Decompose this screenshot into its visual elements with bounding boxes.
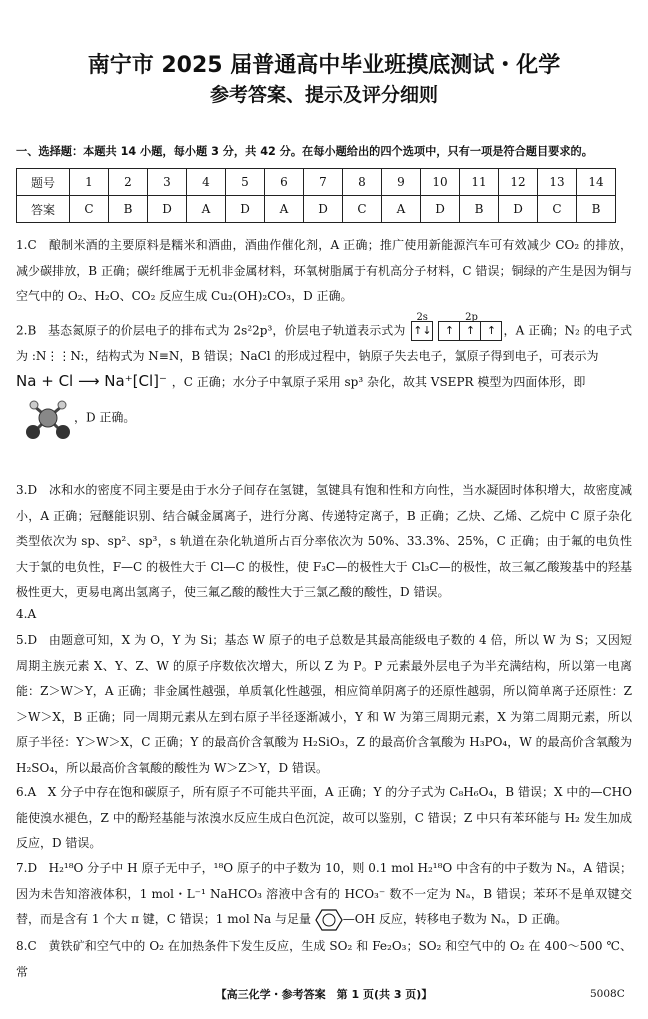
table-cell: A: [265, 196, 304, 223]
explanation-text: ，D 正确。: [74, 410, 136, 425]
lewis-na: Na: [16, 372, 37, 391]
table-cell: 11: [460, 169, 499, 196]
explanation-text: X 分子中存在饱和碳原子，所有原子不可能共平面，A 正确；Y 的分子式为 C₈H₆O₄，B 错误；X 中的—CHO 能使溴水褪色，Z 中的酚羟基能与浓溴水反应生成白色沉淀，故可以鉴别，C 错误；Z 中只有苯环能与 H₂ 发生加成反应，D 错误。: [16, 785, 632, 851]
table-cell: 3: [148, 169, 187, 196]
orbital-box-2p: ↑: [438, 321, 460, 341]
table-cell: D: [499, 196, 538, 223]
table-cell: D: [226, 196, 265, 223]
lewis-plus: +: [41, 372, 54, 391]
explanation-text: H₂¹⁸O 分子中 H 原子无中子，¹⁸O 原子的中子数为 10，则 0.1 mol H₂¹⁸O 中含有的中子数为 Nₐ，A 错误；因为未告知溶液体积，1 mol・L⁻¹ NaHCO₃ 溶液中含有的 HCO₃⁻ 数不一定为 Nₐ，B 错误；苯环不是单双键交替，而是含有 1 个大 π 键，C 错误；1 mol Na 与足量: [16, 861, 632, 927]
table-cell: 10: [421, 169, 460, 196]
page-footer: 【高三化学・参考答案 第 1 页(共 3 页)】: [215, 988, 433, 1001]
answer-explanation-4: [16, 602, 632, 628]
orbital-label-2s: 2s: [416, 312, 428, 323]
orbital-label-2p: 2p: [465, 312, 478, 323]
table-cell: 4: [187, 169, 226, 196]
table-cell: 9: [382, 169, 421, 196]
orbital-box-2p: ↑: [480, 321, 502, 341]
question-number-row: [17, 169, 616, 196]
explanation-text: 由题意可知，X 为 O，Y 为 Si；基态 W 原子的电子总数是其最高能级电子数的 4 倍，所以 W 为 S；又因短周期主族元素 X、Y、Z、W 的原子序数依次增大，所以 Z 为 P。P 元素最外层电子为半充满结构，所以第一电离能：Z＞W＞Y，A 正确；非金属性越强，单质氧化性越强，相应简单阴离子的还原性越弱，所以简单离子还原性：Z＞W＞X，B 正确；同一周期元素从左到右原子半径逐渐减小，Y 和 W 为第三周期元素，X 为第二周期元素，所以原子半径：Y＞W＞X，C 正确；Y 的最高价含氧酸为 H₂SiO₃，Z 的最高价含氧酸为 H₃PO₄，W 的最高价含氧酸为 H₂SO₄，所以最高价含氧酸的酸性为 W＞Z＞Y，D 错误。: [16, 633, 632, 775]
table-cell: 14: [577, 169, 616, 196]
question-number: 4.A: [16, 607, 37, 621]
answer-explanation-1: [16, 233, 632, 310]
explanation-text: 冰和水的密度不同主要是由于水分子间存在氢键，氢键具有饱和性和方向性，当水凝固时体积增大，故密度减小，A 正确；冠醚能识别、结合碱金属离子，进行分离、传递特定离子，B 正确；乙炔、乙烯、乙烷中 C 原子杂化类型依次为 sp、sp²、sp³，s 轨道在杂化轨道所占百分率依次为 50%、33.3%、25%，C 正确；由于氟的电负性大于氯的电负性，F—C 的极性大于 Cl—C 的极性，使 F₃C—的极性大于 Cl₃C—的极性，故三氟乙酸羧基中的羟基极性更大，更易电离出氢离子，使三氟乙酸的酸性大于三氯乙酸的酸性，D 错误。: [16, 483, 632, 600]
table-cell: D: [421, 196, 460, 223]
table-cell: A: [382, 196, 421, 223]
row-label-number: 题号: [17, 169, 70, 196]
answer-explanation-2: [16, 312, 632, 440]
table-cell: 7: [304, 169, 343, 196]
section-heading: 一、选择题：本题共 14 小题，每小题 3 分，共 42 分。在每小题给出的四个选项中，只有一项是符合题目要求的。: [16, 145, 593, 158]
orbital-diagram: [411, 312, 501, 344]
table-cell: 13: [538, 169, 577, 196]
answer-explanation-3: [16, 478, 632, 606]
table-cell: 12: [499, 169, 538, 196]
table-cell: B: [577, 196, 616, 223]
table-cell: C: [538, 196, 577, 223]
table-cell: D: [148, 196, 187, 223]
answer-explanation-8: [16, 934, 632, 985]
lewis-bracket-end: ]⁻: [153, 372, 167, 391]
table-cell: 6: [265, 169, 304, 196]
table-cell: C: [343, 196, 382, 223]
page-title: 南宁市 2025 届普通高中毕业班摸底测试・化学: [87, 53, 561, 78]
table-cell: 1: [70, 169, 109, 196]
reaction-arrow-icon: ⟶: [78, 372, 100, 391]
table-cell: 8: [343, 169, 382, 196]
row-label-answer: 答案: [17, 196, 70, 223]
question-number: 8.C: [16, 939, 37, 953]
orbital-box-2p: ↑: [459, 321, 481, 341]
explanation-text: 酿制米酒的主要原料是糯米和酒曲，酒曲作催化剂，A 正确；推广使用新能源汽车可有效减少 CO₂ 的排放，减少碳排放，B 正确；碳纤维属于无机非金属材料，环氧树脂属于有机高分子材料，C 错误；铜绿的产生是因为铜与空气中的 O₂、H₂O、CO₂ 反应生成 Cu₂(OH)₂CO₃，D 正确。: [16, 238, 632, 304]
explanation-text: 黄铁矿和空气中的 O₂ 在加热条件下发生反应，生成 SO₂ 和 Fe₂O₃；SO₂ 和空气中的 O₂ 在 400～500 ℃、常: [16, 939, 632, 979]
lewis-na-ion: Na⁺[: [104, 372, 139, 391]
lewis-cl: Cl: [58, 372, 74, 391]
table-cell: 5: [226, 169, 265, 196]
question-number: 7.D: [16, 861, 38, 875]
answer-row: [17, 196, 616, 223]
orbital-box-2s: ↑↓: [411, 321, 433, 341]
nacl-formation-diagram: [16, 372, 172, 390]
table-cell: B: [460, 196, 499, 223]
question-number: 2.B: [16, 323, 37, 338]
answer-explanation-7: [16, 856, 632, 933]
water-vsepr-model-icon: [22, 396, 74, 440]
answer-explanation-6: [16, 780, 632, 857]
table-cell: C: [70, 196, 109, 223]
explanation-text: ，A 正确；N₂ 的电子式为 :N⋮⋮N:，结构式为 N≡N，B 错误；NaCl 的形成过程中，钠原子失去电子，氯原子得到电子，可表示为: [16, 323, 632, 363]
question-number: 3.D: [16, 483, 38, 497]
lewis-cl-ion: Cl: [138, 372, 154, 391]
benzene-ring-icon: [315, 908, 343, 932]
table-cell: B: [109, 196, 148, 223]
table-cell: A: [187, 196, 226, 223]
table-cell: 2: [109, 169, 148, 196]
explanation-text: 基态氮原子的价层电子的排布式为 2s²2p³，价层电子轨道表示式为: [48, 323, 406, 338]
orbital-labels: [411, 305, 477, 331]
explanation-text: —OH 反应，转移电子数为 Nₐ，D 正确。: [342, 912, 568, 927]
table-cell: D: [304, 196, 343, 223]
answer-table: [16, 168, 616, 223]
question-number: 5.D: [16, 633, 38, 647]
answer-explanation-5: [16, 628, 632, 782]
document-code: 5008C: [590, 988, 625, 1000]
question-number: 1.C: [16, 238, 37, 252]
explanation-text: ，C 正确；水分子中氧原子采用 sp³ 杂化，故其 VSEPR 模型为四面体形，即: [171, 375, 586, 390]
page-subtitle: 参考答案、提示及评分细则: [209, 84, 438, 106]
question-number: 6.A: [16, 785, 37, 799]
